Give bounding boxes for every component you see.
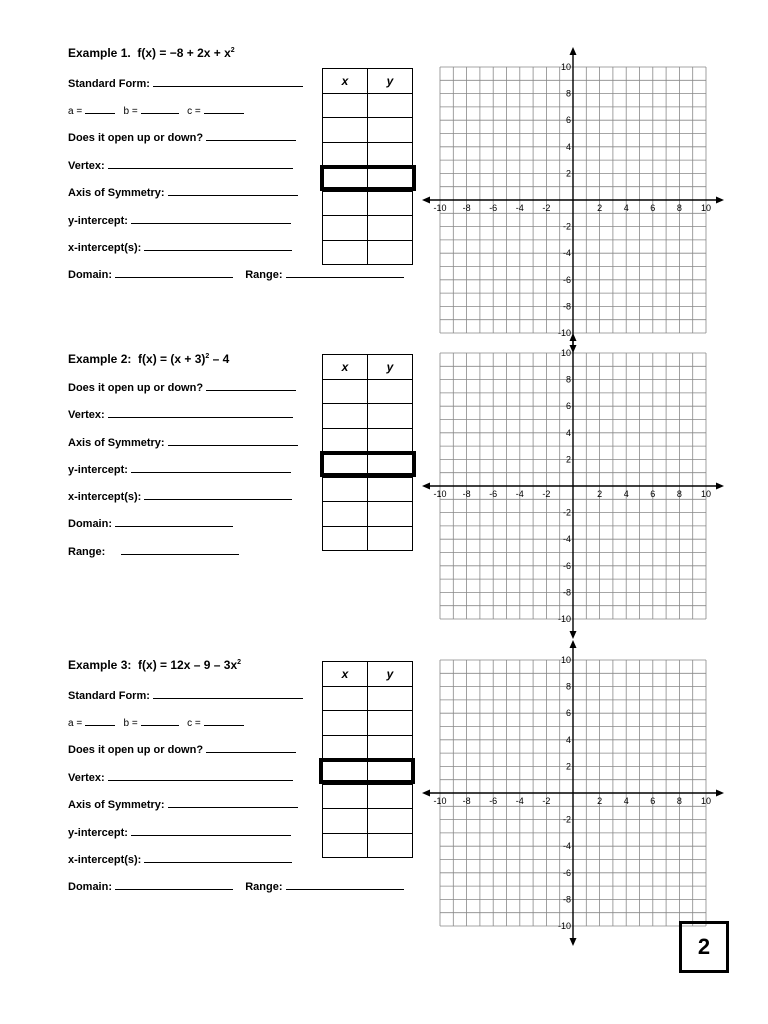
domain-blank[interactable]: [115, 517, 233, 527]
domain-range-question: Domain: Range:: [68, 880, 404, 893]
x-tick-label: 6: [650, 203, 656, 213]
y-tick-label: 2: [565, 454, 571, 465]
x-tick-label: -2: [542, 489, 551, 499]
x-tick-label: 4: [623, 796, 629, 806]
a-blank[interactable]: [85, 716, 115, 726]
table-cell[interactable]: [368, 477, 413, 502]
table-cell[interactable]: [368, 711, 413, 736]
y-tick-label: 4: [565, 734, 571, 745]
y-tick-label: 8: [565, 374, 571, 385]
standard-form-question: Standard Form:: [68, 77, 303, 90]
x-tick-label: -10: [433, 489, 447, 499]
vertex-question: Vertex:: [68, 159, 293, 172]
x-intercept-question: x-intercept(s):: [68, 853, 292, 866]
x-tick-label: -6: [489, 796, 498, 806]
x-tick-label: -8: [462, 489, 471, 499]
page-number-box: 2: [679, 921, 729, 973]
x-tick-label: -10: [433, 796, 447, 806]
y-tick-label: -6: [562, 274, 571, 285]
table-cell[interactable]: [368, 833, 413, 858]
y-tick-label: 8: [565, 681, 571, 692]
y-intercept-question: y-intercept:: [68, 826, 291, 839]
x-tick-label: -4: [515, 489, 524, 499]
table-cell[interactable]: [368, 735, 413, 760]
vertex-question: Vertex:: [68, 408, 293, 421]
b-blank[interactable]: [141, 104, 179, 114]
x-tick-label: 10: [700, 203, 712, 213]
table-cell[interactable]: [368, 191, 413, 216]
table-cell[interactable]: [323, 216, 368, 241]
x-tick-label: 8: [676, 203, 682, 213]
coordinate-grid[interactable]: [420, 638, 730, 931]
table-cell[interactable]: [368, 142, 413, 167]
table-cell[interactable]: [323, 735, 368, 760]
table-cell[interactable]: [323, 833, 368, 858]
table-cell[interactable]: [323, 477, 368, 502]
arrow-up-icon: [570, 640, 577, 648]
table-cell[interactable]: [368, 240, 413, 265]
arrow-down-icon: [570, 938, 577, 946]
table-cell[interactable]: [368, 502, 413, 527]
vertex-question: Vertex:: [68, 771, 293, 784]
y-tick-label: -6: [562, 560, 571, 571]
table-cell[interactable]: [323, 93, 368, 118]
y-tick-label: 4: [565, 427, 571, 438]
x-tick-label: 2: [597, 203, 603, 213]
answer-blank[interactable]: [131, 214, 291, 224]
standard-form-question: Standard Form:: [68, 689, 303, 702]
vertex-row-highlight: [319, 758, 415, 784]
answer-blank[interactable]: [144, 241, 292, 251]
y-tick-label: 4: [565, 141, 571, 152]
y-tick-label: -4: [562, 841, 571, 852]
y-tick-label: -8: [562, 301, 571, 312]
y-tick-label: -8: [562, 587, 571, 598]
x-tick-label: 10: [700, 489, 712, 499]
arrow-right-icon: [716, 790, 724, 797]
x-tick-label: 2: [597, 796, 603, 806]
x-tick-label: -4: [515, 203, 524, 213]
answer-blank[interactable]: [206, 131, 296, 141]
x-tick-label: -8: [462, 203, 471, 213]
y-tick-label: -2: [562, 814, 571, 825]
table-cell[interactable]: [368, 118, 413, 143]
x-tick-label: 2: [597, 489, 603, 499]
range-blank[interactable]: [286, 268, 404, 278]
x-tick-label: 8: [676, 489, 682, 499]
y-tick-label: 2: [565, 761, 571, 772]
coordinate-grid[interactable]: [420, 331, 730, 624]
c-blank[interactable]: [204, 716, 244, 726]
arrow-up-icon: [570, 47, 577, 55]
x-tick-label: 10: [700, 796, 712, 806]
y-tick-label: 2: [565, 168, 571, 179]
y-tick-label: -2: [562, 507, 571, 518]
example-title: Example 3: $f(x) = 12x - 9 - 3x^2$: [68, 658, 242, 672]
y-tick-label: 6: [565, 708, 571, 719]
b-blank[interactable]: [141, 716, 179, 726]
answer-blank[interactable]: [153, 77, 303, 87]
y-tick-label: -4: [562, 534, 571, 545]
x-tick-label: 4: [623, 203, 629, 213]
axis-question: Axis of Symmetry:: [68, 186, 298, 199]
answer-blank[interactable]: [168, 798, 298, 808]
open-direction-question: Does it open up or down?: [68, 743, 296, 756]
arrow-left-icon: [422, 197, 430, 204]
domain-question: Domain:: [68, 517, 233, 530]
y-header: y: [368, 69, 413, 94]
answer-blank[interactable]: [168, 186, 298, 196]
table-cell[interactable]: [368, 809, 413, 834]
y-intercept-question: y-intercept:: [68, 463, 291, 476]
coordinate-grid[interactable]: [420, 45, 730, 338]
open-direction-question: Does it open up or down?: [68, 381, 296, 394]
table-cell[interactable]: [368, 93, 413, 118]
y-header: y: [368, 355, 413, 380]
x-tick-label: -8: [462, 796, 471, 806]
table-cell[interactable]: [368, 216, 413, 241]
x-header: x: [323, 662, 368, 687]
answer-blank[interactable]: [108, 408, 293, 418]
axis-question: Axis of Symmetry:: [68, 436, 298, 449]
range-blank[interactable]: [121, 545, 239, 555]
range-blank[interactable]: [286, 880, 404, 890]
a-blank[interactable]: [85, 104, 115, 114]
table-cell[interactable]: [323, 142, 368, 167]
table-cell[interactable]: [368, 784, 413, 809]
x-tick-label: 8: [676, 796, 682, 806]
table-cell[interactable]: [323, 686, 368, 711]
x-tick-label: -6: [489, 489, 498, 499]
table-cell[interactable]: [368, 686, 413, 711]
abc-question: a = b = c =: [68, 104, 244, 117]
example-title: Example 1. $f(x) = -8 + 2x + x^2$: [68, 46, 235, 60]
c-blank[interactable]: [204, 104, 244, 114]
axis-question: Axis of Symmetry:: [68, 798, 298, 811]
domain-range-question: Domain: Range:: [68, 268, 404, 281]
y-intercept-question: y-intercept:: [68, 214, 291, 227]
table-cell[interactable]: [368, 526, 413, 551]
abc-question: a = b = c =: [68, 716, 244, 729]
answer-blank[interactable]: [108, 159, 293, 169]
x-tick-label: -10: [433, 203, 447, 213]
answer-blank[interactable]: [206, 381, 296, 391]
answer-blank[interactable]: [144, 853, 292, 863]
answer-blank[interactable]: [131, 463, 291, 473]
y-tick-label: -10: [557, 328, 571, 338]
vertex-row-highlight: [320, 165, 416, 191]
domain-blank[interactable]: [115, 880, 233, 890]
arrow-left-icon: [422, 483, 430, 490]
y-header: y: [368, 662, 413, 687]
table-cell[interactable]: [323, 502, 368, 527]
x-intercept-question: x-intercept(s):: [68, 490, 292, 503]
answer-blank[interactable]: [144, 490, 292, 500]
y-tick-label: -10: [557, 921, 571, 931]
range-question: Range:: [68, 545, 239, 558]
example-title: Example 2: $f(x) = (x + 3)^2 - 4$: [68, 352, 230, 366]
table-cell[interactable]: [368, 428, 413, 453]
x-header: x: [323, 69, 368, 94]
x-tick-label: 6: [650, 489, 656, 499]
y-tick-label: 6: [565, 115, 571, 126]
table-cell[interactable]: [323, 526, 368, 551]
x-tick-label: -2: [542, 796, 551, 806]
table-cell[interactable]: [323, 118, 368, 143]
table-cell[interactable]: [323, 784, 368, 809]
domain-blank[interactable]: [115, 268, 233, 278]
x-tick-label: 4: [623, 489, 629, 499]
table-cell[interactable]: [323, 404, 368, 429]
table-cell[interactable]: [323, 191, 368, 216]
y-tick-label: -10: [557, 614, 571, 624]
table-cell[interactable]: [323, 240, 368, 265]
y-tick-label: 10: [560, 655, 571, 665]
table-cell[interactable]: [368, 379, 413, 404]
y-tick-label: -8: [562, 894, 571, 905]
y-tick-label: -2: [562, 221, 571, 232]
arrow-right-icon: [716, 483, 724, 490]
y-tick-label: 10: [560, 348, 571, 358]
x-tick-label: 6: [650, 796, 656, 806]
x-tick-label: -4: [515, 796, 524, 806]
table-cell[interactable]: [323, 711, 368, 736]
y-tick-label: -6: [562, 867, 571, 878]
y-tick-label: 8: [565, 88, 571, 99]
table-cell[interactable]: [368, 404, 413, 429]
table-cell[interactable]: [323, 428, 368, 453]
x-tick-label: -6: [489, 203, 498, 213]
arrow-right-icon: [716, 197, 724, 204]
open-direction-question: Does it open up or down?: [68, 131, 296, 144]
table-cell[interactable]: [323, 379, 368, 404]
answer-blank[interactable]: [131, 826, 291, 836]
x-intercept-question: x-intercept(s):: [68, 241, 292, 254]
table-cell[interactable]: [323, 809, 368, 834]
arrow-up-icon: [570, 333, 577, 341]
answer-blank[interactable]: [153, 689, 303, 699]
x-tick-label: -2: [542, 203, 551, 213]
vertex-row-highlight: [320, 451, 416, 477]
arrow-left-icon: [422, 790, 430, 797]
y-tick-label: -4: [562, 248, 571, 259]
answer-blank[interactable]: [108, 771, 293, 781]
answer-blank[interactable]: [206, 743, 296, 753]
x-header: x: [323, 355, 368, 380]
y-tick-label: 6: [565, 401, 571, 412]
y-tick-label: 10: [560, 62, 571, 72]
answer-blank[interactable]: [168, 436, 298, 446]
